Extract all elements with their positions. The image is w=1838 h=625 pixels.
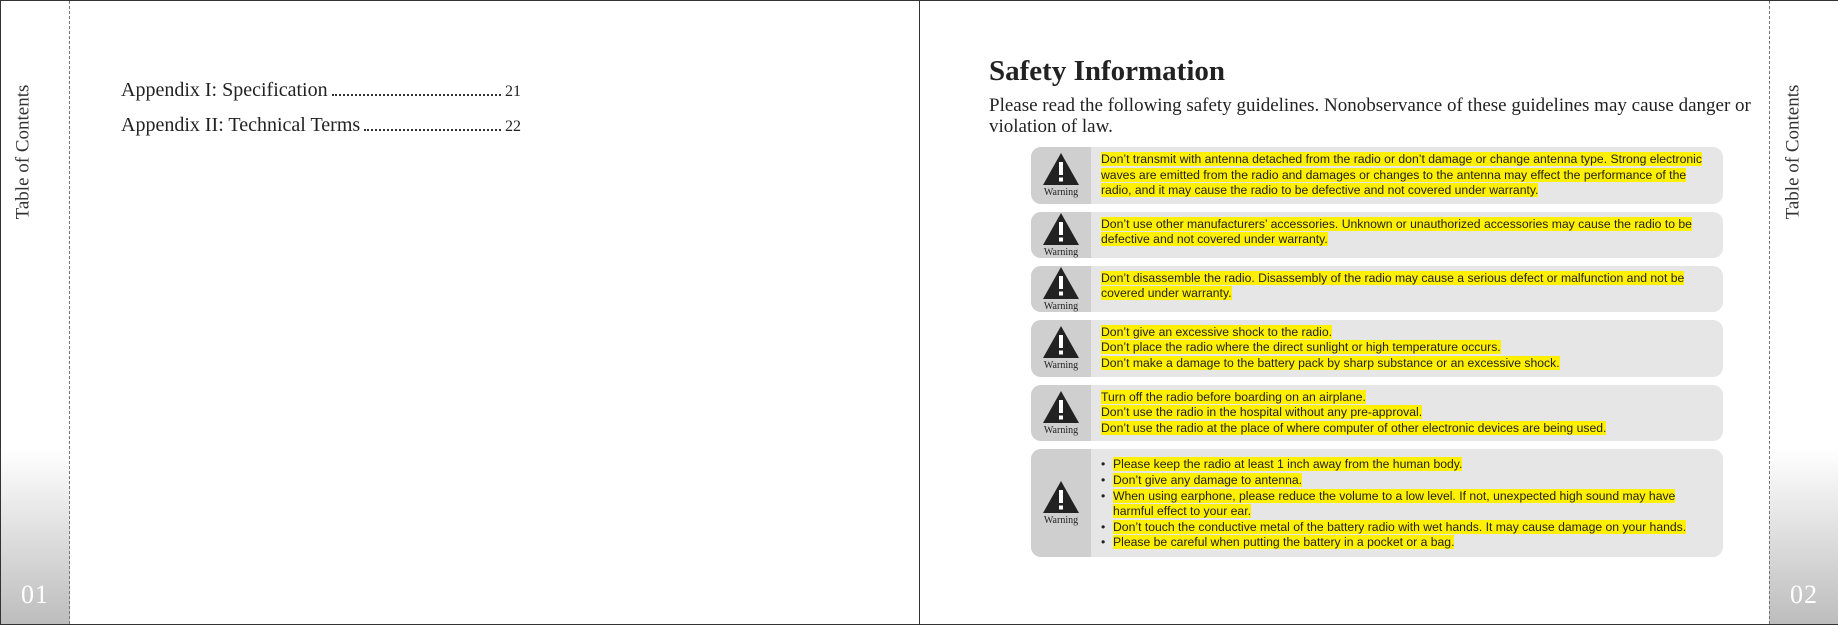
warning-line: Don’t use other manufacturers’ accessories. Unknown or unauthorized accessories may cause the radio to be defective and not covered under warranty. — [1101, 216, 1692, 247]
warning-text — [1091, 266, 1723, 312]
warning-line: Don’t transmit with antenna detached from the radio or don’t damage or change antenna type. Strong electronic waves are emitted from the radio and damages or changes to the antenna may effect the performance of the radio, and it may cause the radio to be defective and not covered under warranty. — [1101, 152, 1702, 198]
bullet-text: Please keep the radio at least 1 inch away from the human body. — [1113, 457, 1463, 472]
bullet-text: Don’t give any damage to antenna. — [1113, 472, 1303, 487]
table-of-contents — [121, 79, 521, 149]
warning-block — [1031, 266, 1723, 312]
safety-page — [989, 53, 1759, 550]
bullet-item: • Don’t give any damage to antenna. — [1101, 472, 1303, 487]
toc-entry-appendix-2[interactable] — [121, 114, 521, 137]
bullet-text: When using earphone, please reduce the volume to a low level. If not, unexpected high sound may have harmful effect to your ear. — [1113, 488, 1676, 519]
toc-page: 21 — [505, 83, 521, 100]
warning-text — [1091, 212, 1723, 258]
warning-block — [1031, 320, 1723, 377]
warning-line: Don’t disassemble the radio. Disassembly of the radio may cause a serious defect or malfunction and not be covered under warranty. — [1101, 270, 1685, 301]
warning-icon-label: Warning — [1043, 515, 1079, 527]
warning-list — [1031, 147, 1723, 565]
warning-text — [1091, 385, 1616, 442]
bullet-item: • Please be careful when putting the battery in a pocket or a bag. — [1101, 535, 1455, 550]
side-label-left: Table of Contents — [12, 84, 34, 220]
warning-block-bullets — [1031, 449, 1723, 557]
page-number-left: 01 — [21, 580, 49, 609]
warning-line: Don’t give an excessive shock to the radio. — [1101, 324, 1333, 339]
warning-icon — [1031, 385, 1091, 442]
warning-icon-label: Warning — [1043, 300, 1079, 312]
left-side-tab — [1, 1, 70, 624]
warning-block — [1031, 212, 1723, 258]
warning-icon-label: Warning — [1043, 360, 1079, 372]
warning-bullet-list — [1091, 449, 1723, 557]
warning-line: Turn off the radio before boarding on an airplane. — [1101, 389, 1366, 404]
toc-leader — [332, 80, 501, 96]
intro-text: Please read the following safety guidelines. Nonobservance of these guidelines may cause danger or violation of law. — [989, 95, 1751, 137]
page-number-right: 02 — [1790, 580, 1818, 609]
toc-page: 22 — [505, 118, 521, 135]
warning-line: Don’t make a damage to the battery pack by sharp substance or an excessive shock. — [1101, 355, 1560, 370]
warning-block — [1031, 385, 1723, 442]
warning-icon-label: Warning — [1043, 246, 1079, 258]
warning-icon — [1031, 320, 1091, 377]
warning-icon — [1031, 147, 1091, 204]
warning-text — [1091, 320, 1570, 377]
bullet-item: • Don’t touch the conductive metal of the battery radio with wet hands. It may cause damage on your hands. — [1101, 519, 1687, 534]
warning-icon — [1031, 266, 1091, 312]
toc-title: Appendix II: Technical Terms — [121, 114, 361, 136]
toc-entry-appendix-1[interactable] — [121, 79, 521, 102]
bullet-item: • When using earphone, please reduce the volume to a low level. If not, unexpected high sound may have harmful effect to your ear. — [1101, 488, 1676, 519]
warning-line: Don’t use the radio in the hospital without any pre-approval. — [1101, 405, 1423, 420]
bullet-text: Don’t touch the conductive metal of the battery radio with wet hands. It may cause damage on your hands. — [1113, 519, 1687, 534]
side-label-right: Table of Contents — [1782, 84, 1804, 220]
page-title: Safety Information — [989, 55, 1226, 87]
bullet-item: • Please keep the radio at least 1 inch away from the human body. — [1101, 457, 1463, 472]
warning-icon-label: Warning — [1043, 424, 1079, 436]
warning-text — [1091, 147, 1723, 204]
warning-line: Don’t place the radio where the direct sunlight or high temperature occurs. — [1101, 340, 1501, 355]
right-side-tab — [1769, 1, 1838, 624]
warning-block — [1031, 147, 1723, 204]
warning-icon-label: Warning — [1043, 187, 1079, 199]
toc-leader — [364, 115, 501, 131]
warning-icon — [1031, 212, 1091, 258]
bullet-text: Please be careful when putting the battery in a pocket or a bag. — [1113, 535, 1455, 550]
page-divider — [919, 1, 920, 624]
toc-title: Appendix I: Specification — [121, 79, 328, 101]
warning-icon — [1031, 449, 1091, 557]
warning-line: Don’t use the radio at the place of where computer of other electronic devices are being used. — [1101, 420, 1607, 435]
